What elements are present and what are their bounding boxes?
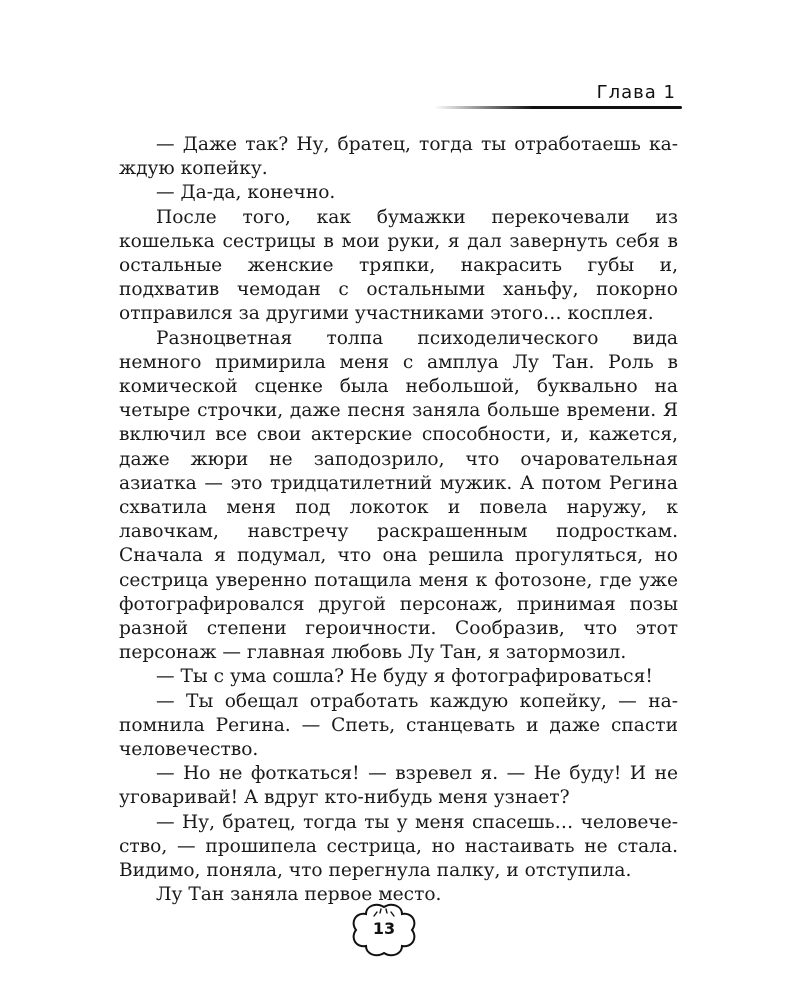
paragraph: — Да-да, конечно. — [156, 182, 336, 204]
paragraph: — Ты с ума сошла? Не буду я фотографироваться! — [156, 666, 653, 688]
header-rule — [434, 106, 682, 109]
page-number-badge — [346, 900, 422, 960]
paragraph: — Ну, братец, тогда ты у меня спасешь… человечество, — прошипела сестрица, но настаивать не стала. Видимо, поняла, что перегнула палку, и отступила. — [119, 811, 678, 882]
paragraph: После того, как бумажки перекочевали из кошелька сестрицы в мои руки, я дал завернуть себя в остальные женские тряпки, накрасить губы и, подхватив чемодан с остальными ханьфу, покорно отправился за другими участниками этого… косплея. — [119, 206, 678, 325]
paragraph: Разноцветная толпа психоделического вида немного примирила меня с амплуа Лу Тан. Роль в комической сценке была небольшой, буквально на четыре строчки, даже песня заняла больше времени. Я включил все свои актерские способности, и, кажется, даже жюри не заподозрило, что очаровательная азиатка — это тридцатилетний мужик. А потом Регина схватила меня под локоток и повела наружу, к лавочкам, навстречу раскрашенным подросткам. Сначала я подумал, что она решила прогуляться, но сестрица уверенно потащила меня к фотозоне, где уже фотографировался другой персонаж, принимая позы разной степени героичности. Сообразив, что этот персонаж — главная любовь Лу Тан, я затормозил. — [119, 327, 678, 664]
paragraph: — Даже так? Ну, братец, тогда ты отработаешь каждую копейку. — [119, 134, 678, 180]
text-body — [119, 133, 678, 908]
chapter-title: Глава 1 — [596, 82, 676, 103]
running-header — [116, 78, 680, 108]
paragraph: — Но не фоткаться! — взревел я. — Не буду! И не уговаривай! А вдруг кто-нибудь меня узнает? — [119, 763, 678, 809]
paragraph: — Ты обещал отработать каждую копейку, — напомнила Регина. — Спеть, станцевать и даже спасти человечество. — [119, 690, 678, 761]
page-number: 13 — [372, 919, 396, 938]
paragraph: Лу Тан заняла первое место. — [156, 884, 442, 906]
